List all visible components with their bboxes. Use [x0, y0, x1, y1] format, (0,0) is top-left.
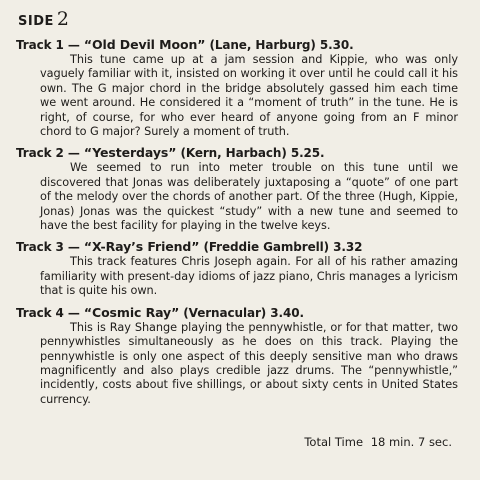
track-length: 3.32 [333, 240, 363, 255]
track-heading [16, 37, 464, 53]
track-number: Track 1 — [16, 38, 80, 52]
total-time-label: Total Time [304, 435, 364, 449]
track-length: 3.40. [270, 305, 304, 320]
track-heading [16, 305, 464, 321]
track-heading [16, 239, 464, 255]
track-entry [16, 305, 464, 407]
track-length: 5.30. [319, 38, 354, 52]
track-heading [16, 145, 464, 161]
track-number: Track 4 — [16, 305, 80, 320]
track-composers: (Kern, Harbach) [180, 146, 287, 161]
track-notes: This tune came up at a jam session and Kippie, who was only vaguely familiar with it, insisted on working it over until he could call it his own. The G major chord in the bridge absolutely gassed him each time we went around. He considered it a “moment of truth” in the tune. He is right, of course, for who ever heard of anyone going from an F minor chord to G major? Surely a moment of truth. [40, 53, 458, 139]
side-heading [18, 10, 464, 31]
track-number: Track 3 — [16, 240, 80, 255]
track-composers: (Freddie Gambrell) [203, 240, 330, 255]
track-notes: We seemed to run into meter trouble on this tune until we discovered that Jonas was deliberately juxtaposing a “quote” of one part of the melody over the chords of another part. Of the three (Hugh, Kippie, Jonas) Jonas was the quickest “study” with a new tune and seemed to have the best facility for playing in the twelve keys. [40, 161, 458, 233]
track-entry [16, 145, 464, 233]
track-notes: This track features Chris Joseph again. For all of his rather amazing familiarity with present-day idioms of jazz piano, Chris manages a lyricism that is quite his own. [40, 255, 458, 298]
track-title: “Cosmic Ray” [83, 304, 180, 320]
track-number: Track 2 — [16, 146, 80, 161]
track-composers: (Lane, Harburg) [209, 38, 316, 52]
track-composers: (Vernacular) [183, 305, 267, 320]
track-entry [16, 37, 464, 139]
side-number: 2 [56, 8, 70, 30]
track-title: “X-Ray’s Friend” [83, 239, 200, 255]
total-time [304, 435, 452, 449]
track-length: 5.25. [290, 146, 325, 161]
track-title: “Old Devil Moon” [83, 37, 206, 52]
side-label: SIDE [18, 14, 54, 29]
track-entry [16, 239, 464, 298]
track-notes: This is Ray Shange playing the pennywhistle, or for that matter, two pennywhistles simultaneously as he does on this track. Playing the pennywhistle is only one aspect of this deeply sensitive man who draws magnificently and also plays credible jazz drums. The “pennywhistle,” incidently, costs about five shillings, or about sixty cents in United States currency. [40, 320, 458, 406]
track-title: “Yesterdays” [83, 145, 177, 161]
total-time-value: 18 min. 7 sec. [370, 435, 452, 449]
